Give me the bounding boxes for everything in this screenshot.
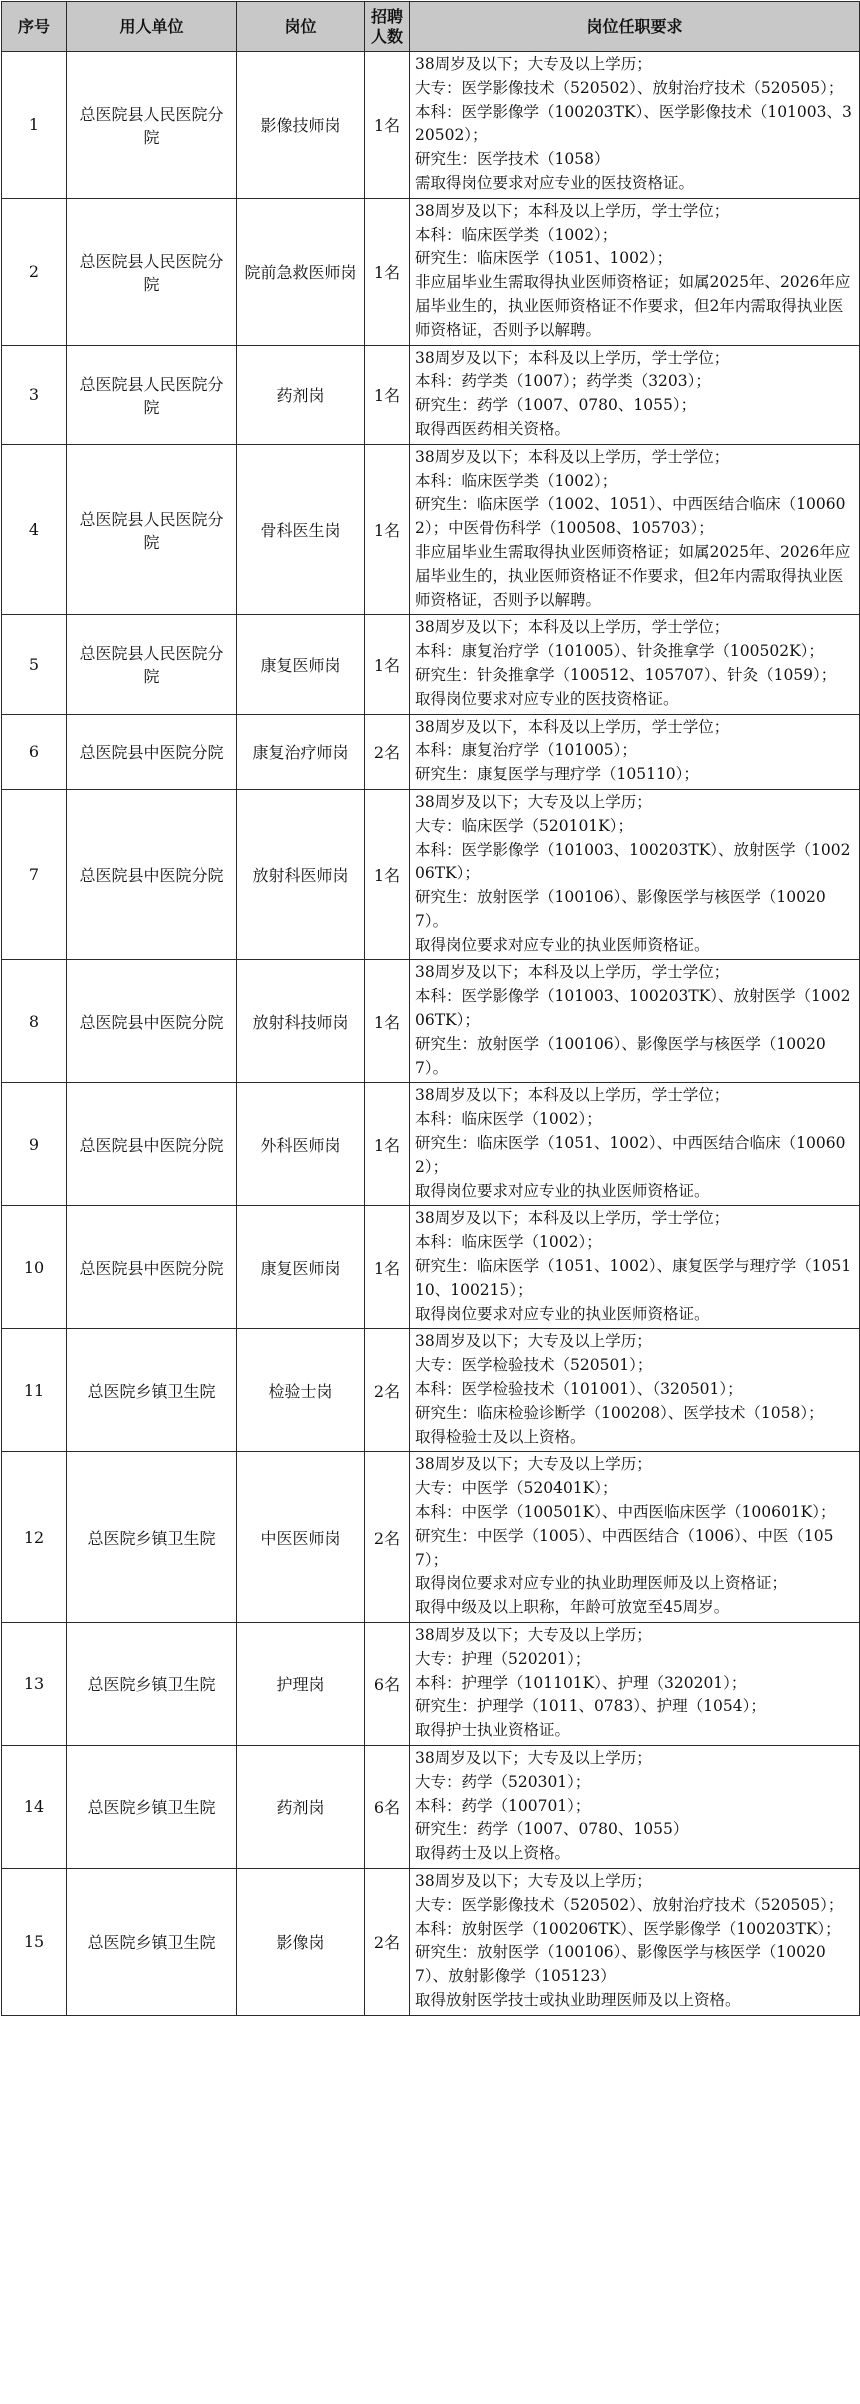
requirement-line: 取得护士执业资格证。 xyxy=(415,1721,571,1740)
table-row xyxy=(2,198,860,345)
cell-seq: 4 xyxy=(2,444,67,615)
table-row xyxy=(2,1206,860,1329)
cell-unit: 总医院县人民医院分院 xyxy=(67,345,237,444)
cell-requirements xyxy=(410,615,860,714)
requirement-line: 本科：医学影像学（100203TK）、医学影像技术（101003、320502）； xyxy=(415,102,852,145)
requirement-line: 本科：康复治疗学（101005）； xyxy=(415,741,637,760)
requirement-line: 38周岁及以下；本科及以上学历，学士学位； xyxy=(415,1209,730,1228)
requirement-line: 本科：药学（100701）； xyxy=(415,1796,591,1815)
table-row xyxy=(2,444,860,615)
requirement-line: 本科：医学检验技术（101001）、（320501）； xyxy=(415,1380,743,1399)
cell-position: 康复医师岗 xyxy=(237,1206,365,1329)
cell-position: 骨科医生岗 xyxy=(237,444,365,615)
recruitment-table xyxy=(1,1,860,2016)
cell-position: 药剂岗 xyxy=(237,345,365,444)
cell-count: 2名 xyxy=(365,714,410,789)
requirement-line: 本科：医学影像学（101003、100203TK）、放射医学（100206TK）； xyxy=(415,987,851,1030)
requirement-line: 38周岁及以下；本科及以上学历，学士学位； xyxy=(415,447,730,466)
requirement-line: 取得岗位要求对应专业的执业医师资格证。 xyxy=(415,1304,710,1323)
requirement-line: 38周岁及以下；大专及以上学历； xyxy=(415,1748,652,1767)
cell-unit: 总医院县中医院分院 xyxy=(67,960,237,1083)
cell-unit: 总医院乡镇卫生院 xyxy=(67,1868,237,2015)
requirement-line: 研究生：临床医学（1051、1002）、康复医学与理疗学（105110、100215）； xyxy=(415,1257,852,1299)
requirement-line: 大专：医学检验技术（520501）； xyxy=(415,1356,653,1375)
requirement-line: 本科：临床医学类（1002）； xyxy=(415,471,618,490)
cell-count: 2名 xyxy=(365,1452,410,1623)
cell-unit: 总医院县人民医院分院 xyxy=(67,198,237,345)
requirement-line: 38周岁及以下；本科及以上学历，学士学位； xyxy=(415,618,730,637)
cell-unit: 总医院县人民医院分院 xyxy=(67,615,237,714)
cell-position: 院前急救医师岗 xyxy=(237,198,365,345)
table-row xyxy=(2,345,860,444)
cell-requirements xyxy=(410,1452,860,1623)
cell-count: 1名 xyxy=(365,615,410,714)
cell-unit: 总医院县人民医院分院 xyxy=(67,444,237,615)
requirement-line: 取得岗位要求对应专业的执业助理医师及以上资格证； xyxy=(415,1574,788,1593)
cell-unit: 总医院乡镇卫生院 xyxy=(67,1452,237,1623)
cell-position: 放射科医师岗 xyxy=(237,789,365,960)
cell-requirements xyxy=(410,345,860,444)
requirement-line: 本科：放射医学（100206TK）、医学影像学（100203TK）； xyxy=(415,1919,841,1938)
requirement-line: 本科：中医学（100501K）、中西医临床医学（100601K）； xyxy=(415,1503,836,1522)
header-position: 岗位 xyxy=(237,2,365,52)
cell-position: 影像技师岗 xyxy=(237,52,365,199)
cell-seq: 15 xyxy=(2,1868,67,2015)
requirement-line: 取得岗位要求对应专业的执业医师资格证。 xyxy=(415,935,710,954)
requirement-line: 取得岗位要求对应专业的执业医师资格证。 xyxy=(415,1181,710,1200)
requirement-line: 38周岁及以下；本科及以上学历，学士学位； xyxy=(415,963,730,982)
requirement-line: 研究生：临床医学（1051、1002）、中西医结合临床（100602）； xyxy=(415,1134,846,1176)
cell-requirements xyxy=(410,1745,860,1868)
header-seq: 序号 xyxy=(2,2,67,52)
requirement-line: 研究生：康复医学与理疗学（105110）； xyxy=(415,765,699,784)
cell-position: 药剂岗 xyxy=(237,1745,365,1868)
cell-requirements xyxy=(410,1329,860,1452)
cell-seq: 3 xyxy=(2,345,67,444)
cell-requirements xyxy=(410,960,860,1083)
requirement-line: 研究生：临床检验诊断学（100208）、医学技术（1058）； xyxy=(415,1403,824,1422)
requirement-line: 本科：医学影像学（101003、100203TK）、放射医学（100206TK）； xyxy=(415,840,851,883)
cell-seq: 5 xyxy=(2,615,67,714)
cell-count: 2名 xyxy=(365,1329,410,1452)
cell-requirements xyxy=(410,198,860,345)
cell-count: 2名 xyxy=(365,1868,410,2015)
requirement-line: 取得西医药相关资格。 xyxy=(415,419,571,438)
requirement-line: 38周岁及以下；本科及以上学历，学士学位； xyxy=(415,348,730,367)
cell-count: 1名 xyxy=(365,789,410,960)
requirement-line: 38周岁及以下；大专及以上学历； xyxy=(415,1626,652,1644)
requirement-line: 研究生：药学（1007、0780、1055）； xyxy=(415,396,697,415)
cell-count: 6名 xyxy=(365,1745,410,1868)
cell-seq: 9 xyxy=(2,1083,67,1206)
cell-count: 1名 xyxy=(365,960,410,1083)
cell-unit: 总医院乡镇卫生院 xyxy=(67,1623,237,1746)
requirement-line: 取得中级及以上职称，年龄可放宽至45周岁。 xyxy=(415,1598,730,1617)
cell-count: 1名 xyxy=(365,1206,410,1329)
table-row xyxy=(2,714,860,789)
table-row xyxy=(2,52,860,199)
table-row xyxy=(2,1452,860,1623)
cell-requirements xyxy=(410,1868,860,2015)
requirement-line: 38周岁及以下；本科及以上学历，学士学位； xyxy=(415,201,730,220)
requirement-line: 研究生：针灸推拿学（100512、105707）、针灸（1059）； xyxy=(415,665,837,684)
cell-requirements xyxy=(410,1206,860,1329)
cell-requirements xyxy=(410,789,860,960)
requirement-line: 取得药士及以上资格。 xyxy=(415,1844,571,1863)
requirement-line: 研究生：护理学（1011、0783）、护理（1054）； xyxy=(415,1697,766,1716)
requirement-line: 研究生：放射医学（100106）、影像医学与核医学（100207）、放射影像学（105123） xyxy=(415,1943,826,1986)
cell-position: 检验士岗 xyxy=(237,1329,365,1452)
cell-position: 康复治疗师岗 xyxy=(237,714,365,789)
requirement-line: 38周岁及以下；大专及以上学历； xyxy=(415,1871,652,1890)
requirement-line: 研究生：临床医学（1002、1051）、中西医结合临床（100602）；中医骨伤科学（100508、105703）； xyxy=(415,495,846,538)
requirement-line: 大专：医学影像技术（520502）、放射治疗技术（520505）； xyxy=(415,1895,844,1914)
table-row xyxy=(2,1745,860,1868)
table-row xyxy=(2,1623,860,1746)
requirement-line: 大专：护理（520201）； xyxy=(415,1649,591,1668)
cell-unit: 总医院乡镇卫生院 xyxy=(67,1329,237,1452)
cell-count: 1名 xyxy=(365,198,410,345)
cell-unit: 总医院乡镇卫生院 xyxy=(67,1745,237,1868)
requirement-line: 38周岁及以下；大专及以上学历； xyxy=(415,1332,652,1351)
cell-requirements xyxy=(410,1083,860,1206)
cell-unit: 总医院县中医院分院 xyxy=(67,1206,237,1329)
requirement-line: 大专：药学（520301）； xyxy=(415,1772,591,1791)
cell-seq: 7 xyxy=(2,789,67,960)
cell-seq: 6 xyxy=(2,714,67,789)
requirement-line: 取得岗位要求对应专业的医技资格证。 xyxy=(415,689,679,708)
requirement-line: 非应届毕业生需取得执业医师资格证；如属2025年、2026年应届毕业生的，执业医师资格证不作要求，但2年内需取得执业医师资格证，否则予以解聘。 xyxy=(415,542,851,609)
cell-requirements xyxy=(410,52,860,199)
requirement-line: 38周岁及以下；大专及以上学历； xyxy=(415,1455,652,1474)
requirement-line: 38周岁及以下，本科及以上学历，学士学位； xyxy=(415,717,730,736)
cell-requirements xyxy=(410,1623,860,1746)
cell-count: 6名 xyxy=(365,1623,410,1746)
requirement-line: 本科：临床医学（1002）； xyxy=(415,1110,602,1129)
requirement-line: 大专：医学影像技术（520502）、放射治疗技术（520505）； xyxy=(415,78,844,97)
cell-position: 康复医师岗 xyxy=(237,615,365,714)
table-row xyxy=(2,789,860,960)
cell-requirements xyxy=(410,714,860,789)
requirement-line: 大专：临床医学（520101K）； xyxy=(415,816,633,835)
header-count: 招聘人数 xyxy=(365,2,410,52)
requirement-line: 研究生：临床医学（1051、1002）； xyxy=(415,249,673,268)
cell-position: 影像岗 xyxy=(237,1868,365,2015)
cell-count: 1名 xyxy=(365,345,410,444)
requirement-line: 38周岁及以下；大专及以上学历； xyxy=(415,792,652,811)
cell-seq: 1 xyxy=(2,52,67,199)
requirement-line: 取得放射医学技士或执业助理医师及以上资格。 xyxy=(415,1990,741,2009)
table-row xyxy=(2,1329,860,1452)
requirement-line: 本科：临床医学类（1002）； xyxy=(415,225,618,244)
requirement-line: 研究生：放射医学（100106）、影像医学与核医学（100207）。 xyxy=(415,888,826,930)
requirement-line: 研究生：中医学（1005）、中西医结合（1006）、中医（1057）； xyxy=(415,1526,834,1569)
cell-count: 1名 xyxy=(365,52,410,199)
requirement-line: 研究生：放射医学（100106）、影像医学与核医学（100207）。 xyxy=(415,1034,826,1077)
cell-count: 1名 xyxy=(365,444,410,615)
cell-position: 放射科技师岗 xyxy=(237,960,365,1083)
requirement-line: 研究生：药学（1007、0780、1055） xyxy=(415,1820,689,1839)
cell-seq: 8 xyxy=(2,960,67,1083)
requirement-line: 需取得岗位要求对应专业的医技资格证。 xyxy=(415,173,695,192)
cell-seq: 10 xyxy=(2,1206,67,1329)
cell-unit: 总医院县中医院分院 xyxy=(67,1083,237,1206)
header-unit: 用人单位 xyxy=(67,2,237,52)
table-row xyxy=(2,1868,860,2015)
requirement-line: 取得检验士及以上资格。 xyxy=(415,1427,586,1446)
cell-seq: 2 xyxy=(2,198,67,345)
table-row xyxy=(2,1083,860,1206)
requirement-line: 研究生：医学技术（1058） xyxy=(415,150,610,169)
cell-seq: 12 xyxy=(2,1452,67,1623)
requirement-line: 本科：康复治疗学（101005）、针灸推拿学（100502K）； xyxy=(415,642,824,661)
cell-seq: 11 xyxy=(2,1329,67,1452)
table-row xyxy=(2,615,860,714)
requirement-line: 本科：护理学（101101K）、护理（320201）； xyxy=(415,1673,747,1692)
cell-requirements xyxy=(410,444,860,615)
cell-unit: 总医院县中医院分院 xyxy=(67,789,237,960)
table-body xyxy=(2,52,860,2016)
cell-position: 中医医师岗 xyxy=(237,1452,365,1623)
cell-unit: 总医院县中医院分院 xyxy=(67,714,237,789)
table-header-row xyxy=(2,2,860,52)
cell-seq: 14 xyxy=(2,1745,67,1868)
cell-seq: 13 xyxy=(2,1623,67,1746)
cell-position: 外科医师岗 xyxy=(237,1083,365,1206)
requirement-line: 本科：药学类（1007）；药学类（3203）； xyxy=(415,372,711,391)
header-requirements: 岗位任职要求 xyxy=(410,2,860,52)
requirement-line: 本科：临床医学（1002）； xyxy=(415,1233,602,1252)
cell-count: 1名 xyxy=(365,1083,410,1206)
requirement-line: 大专：中医学（520401K）； xyxy=(415,1479,618,1498)
requirement-line: 38周岁及以下；大专及以上学历； xyxy=(415,55,652,73)
cell-unit: 总医院县人民医院分院 xyxy=(67,52,237,199)
requirement-line: 非应届毕业生需取得执业医师资格证；如属2025年、2026年应届毕业生的，执业医师资格证不作要求，但2年内需取得执业医师资格证，否则予以解聘。 xyxy=(415,273,851,339)
cell-position: 护理岗 xyxy=(237,1623,365,1746)
table-row xyxy=(2,960,860,1083)
requirement-line: 38周岁及以下；本科及以上学历，学士学位； xyxy=(415,1086,730,1105)
